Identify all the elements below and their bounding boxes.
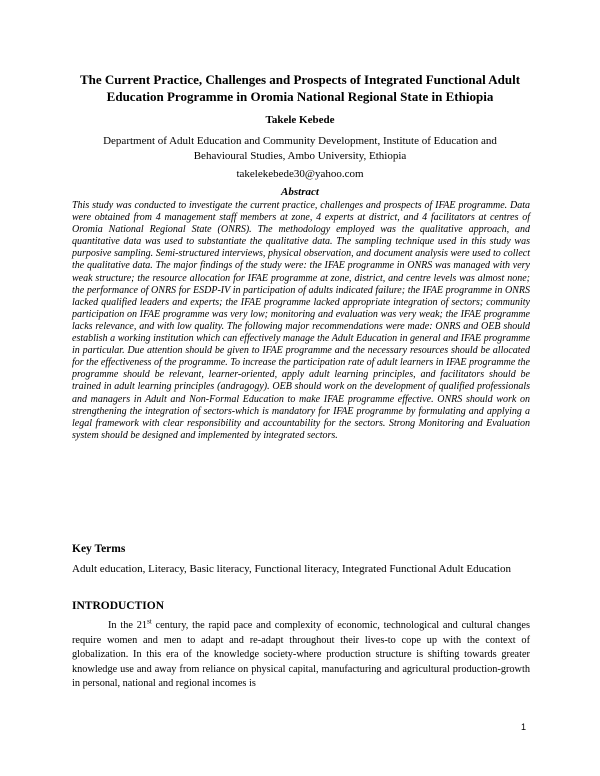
author-name: Takele Kebede — [265, 114, 335, 126]
author-affiliation: Department of Adult Education and Community Development, Institute of Education and Behavioural Studies, Ambo University, Ethiopia — [103, 135, 497, 162]
author-email: takelekebede30@yahoo.com — [236, 168, 364, 180]
intro-text-start: In the 21 — [108, 620, 148, 631]
key-terms-heading: Key Terms — [72, 543, 126, 555]
intro-text-rest: century, the rapid pace and complexity of economic, technological and cultural changes require women and men to adapt and re-adapt throughout their lives-to cope up with the context of globalization. In this era of the knowledge society-where production structure is shifting towards greater knowledge use and away from reliance on physical capital, manufacturing and agricultural production-growth in personal, national and regional incomes is — [72, 620, 530, 690]
introduction-paragraph — [72, 619, 530, 692]
key-terms-text: Adult education, Literacy, Basic literacy, Functional literacy, Integrated Functional Adult Education — [72, 563, 511, 575]
abstract-heading: Abstract — [281, 186, 319, 198]
abstract-text: This study was conducted to investigate the current practice, challenges and prospects of IFAE programme. Data were obtained from 4 management staff members at zone, 4 experts at district, and 4 facilitators at centres of Oromia National Regional State (ONRS). The methodology employed was the qualitative approach, and quantitative data was used to substantiate the qualitative data. The sampling technique used in this study was purposive sampling. Semi-structured interviews, physical observation, and document analysis were used to collect the qualitative data. The major findings of the study were: the IFAE programme in ONRS was managed with very weak structure; the resource allocation for IFAE programme at zone, district, and centre levels was almost none; the performance of ONRS for ESDP-IV in participation of adults indicated failure; the IFAE programme in ONRS lacked qualified leaders and experts; the IFAE programme lacked appropriate integration of sectors; community participation on IFAE programme was very low; monitoring and evaluation was very weak; the IFAE programme lacks relevance, and with low quality. The following major recommendations were made: ONRS and OEB should establish a working institution which can effectively manage the Adult Education in general and IFAE programme in particular. Due attention should be given to IFAE programme and the necessary resources should be allocated for the effectiveness of the programme. To increase the participation rate of adult learners in IFAE programme the programme should be relevant, learner-oriented, apply adult learning principles, and facilitators should be trained in adult learning principles (andragogy). OEB should work on the development of qualified professionals and managers in Adult and Non-Formal Education to make IFAE programme effective. ONRS should work on strengthening the integration of sectors-which is mandatory for IFAE programme by formulating and applying a legal framework with clear responsibility and accountability for the sectors. Strong Monitoring and Evaluation system should be designed and implemented by integrated sectors. — [72, 200, 530, 441]
intro-superscript: st — [147, 617, 152, 626]
page-number: 1 — [520, 722, 526, 732]
introduction-heading: INTRODUCTION — [72, 600, 165, 612]
paper-title: The Current Practice, Challenges and Prospects of Integrated Functional Adult Education Programme in Oromia National Regional State in Ethiopia — [79, 72, 521, 104]
